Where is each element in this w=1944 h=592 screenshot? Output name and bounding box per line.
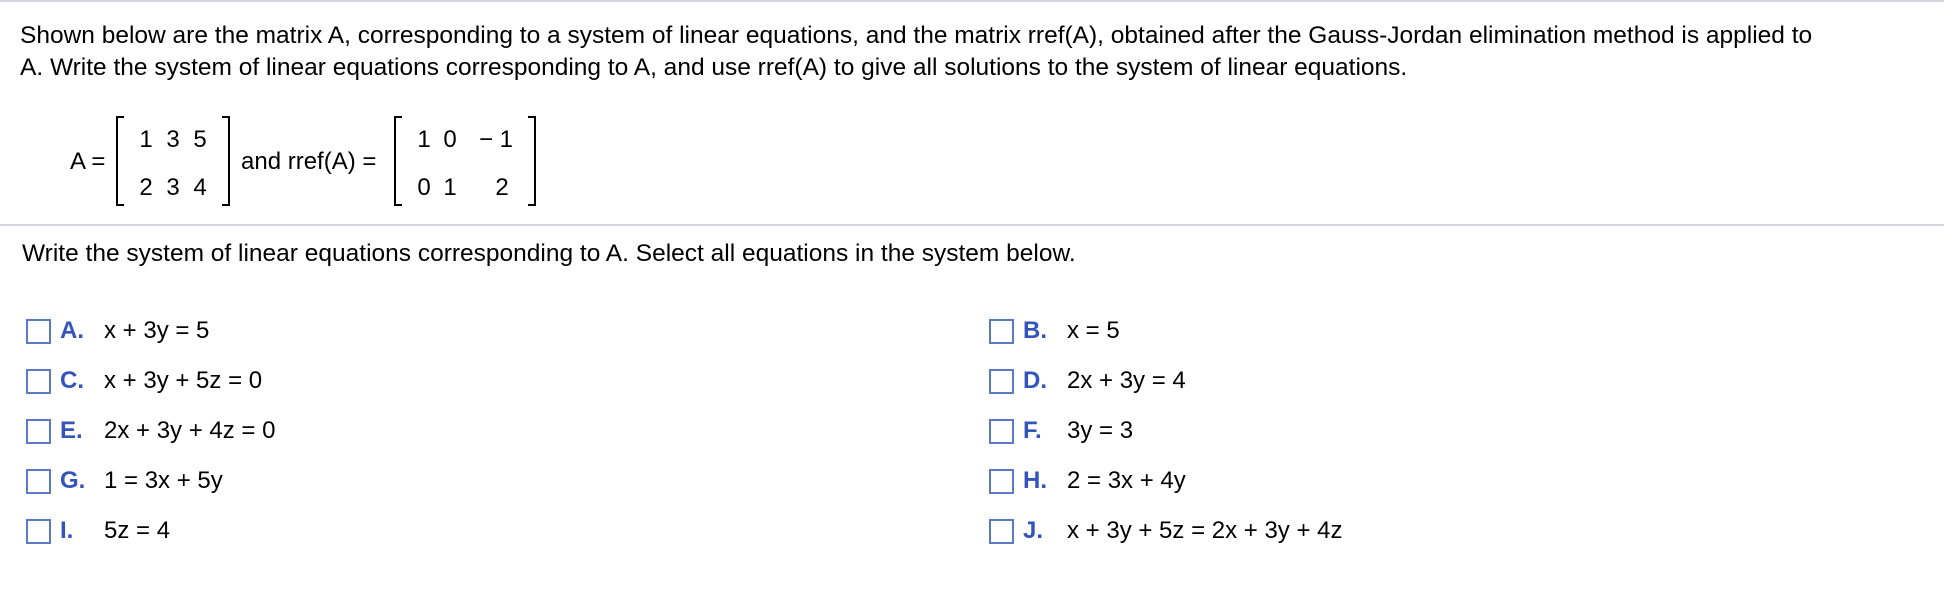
matrix-rref: [394, 116, 536, 206]
top-divider: [0, 0, 1944, 2]
choice-letter: I.: [60, 517, 74, 544]
checkbox[interactable]: [989, 419, 1014, 444]
matrix-rref-cell: 1: [443, 174, 457, 201]
rref-label: and rref(A) =: [241, 148, 377, 175]
choice-letter: F.: [1023, 417, 1042, 444]
checkbox[interactable]: [26, 469, 51, 494]
matrix-rref-cell: 1: [417, 126, 431, 153]
matrix-a-label: A =: [70, 148, 106, 175]
matrix-a-cell: 2: [139, 174, 153, 201]
matrix-a-cell: 4: [193, 174, 207, 201]
matrix-a: [116, 116, 230, 206]
checkbox[interactable]: [26, 419, 51, 444]
checkbox[interactable]: [26, 369, 51, 394]
choice-equation: 5z = 4: [104, 517, 171, 544]
choice-b[interactable]: [989, 314, 1120, 348]
question-line-2: A. Write the system of linear equations corresponding to A, and use rref(A) to give all solutions to the system of linear equations.: [20, 54, 1408, 81]
question-line-1: Shown below are the matrix A, corresponding to a system of linear equations, and the matrix rref(A), obtained after the Gauss-Jordan elimination method is applied to: [20, 22, 1813, 49]
matrix-rref-left-bracket: [394, 116, 402, 206]
checkbox[interactable]: [26, 519, 51, 544]
choice-equation: 2x + 3y + 4z = 0: [104, 417, 276, 444]
matrix-a-cell: 5: [193, 126, 207, 153]
matrix-rref-cell: 2: [495, 174, 509, 201]
checkbox[interactable]: [989, 319, 1014, 344]
section-divider: [0, 224, 1944, 226]
instruction-text: Write the system of linear equations corresponding to A. Select all equations in the system below.: [22, 240, 1076, 267]
matrix-a-cell: 1: [139, 126, 153, 153]
choice-i[interactable]: [26, 514, 170, 548]
matrix-a-cell: 3: [166, 126, 180, 153]
checkbox[interactable]: [989, 369, 1014, 394]
matrix-rref-cell: 0: [443, 126, 457, 153]
choice-letter: C.: [60, 367, 84, 394]
choice-letter: B.: [1023, 317, 1047, 344]
choice-equation: x + 3y = 5: [104, 317, 210, 344]
choice-letter: J.: [1023, 517, 1044, 544]
matrix-rref-right-bracket: [528, 116, 536, 206]
choice-letter: D.: [1023, 367, 1047, 394]
matrix-rref-cell: − 1: [478, 126, 514, 153]
choice-g[interactable]: [26, 464, 223, 498]
choice-equation: 2x + 3y = 4: [1067, 367, 1186, 394]
choice-equation: x + 3y + 5z = 2x + 3y + 4z: [1067, 517, 1343, 544]
checkbox[interactable]: [989, 469, 1014, 494]
choice-letter: G.: [60, 467, 86, 494]
matrix-a-left-bracket: [116, 116, 124, 206]
matrix-rref-cell: 0: [417, 174, 431, 201]
matrix-a-cell: 3: [166, 174, 180, 201]
matrices-display: [0, 110, 1944, 210]
choice-letter: H.: [1023, 467, 1047, 494]
choice-equation: 3y = 3: [1067, 417, 1134, 444]
choice-letter: E.: [60, 417, 83, 444]
checkbox[interactable]: [26, 319, 51, 344]
matrix-a-right-bracket: [222, 116, 230, 206]
choice-f[interactable]: [989, 414, 1133, 448]
choice-c[interactable]: [26, 364, 262, 398]
choice-equation: x + 3y + 5z = 0: [104, 367, 263, 394]
checkbox[interactable]: [989, 519, 1014, 544]
question-text: [20, 20, 1940, 84]
choice-equation: x = 5: [1067, 317, 1120, 344]
choice-j[interactable]: [989, 514, 1343, 548]
choice-h[interactable]: [989, 464, 1186, 498]
choice-letter: A.: [60, 317, 84, 344]
choice-equation: 1 = 3x + 5y: [104, 467, 223, 494]
choice-equation: 2 = 3x + 4y: [1067, 467, 1186, 494]
choice-d[interactable]: [989, 364, 1186, 398]
choice-a[interactable]: [26, 314, 209, 348]
choice-e[interactable]: [26, 414, 275, 448]
